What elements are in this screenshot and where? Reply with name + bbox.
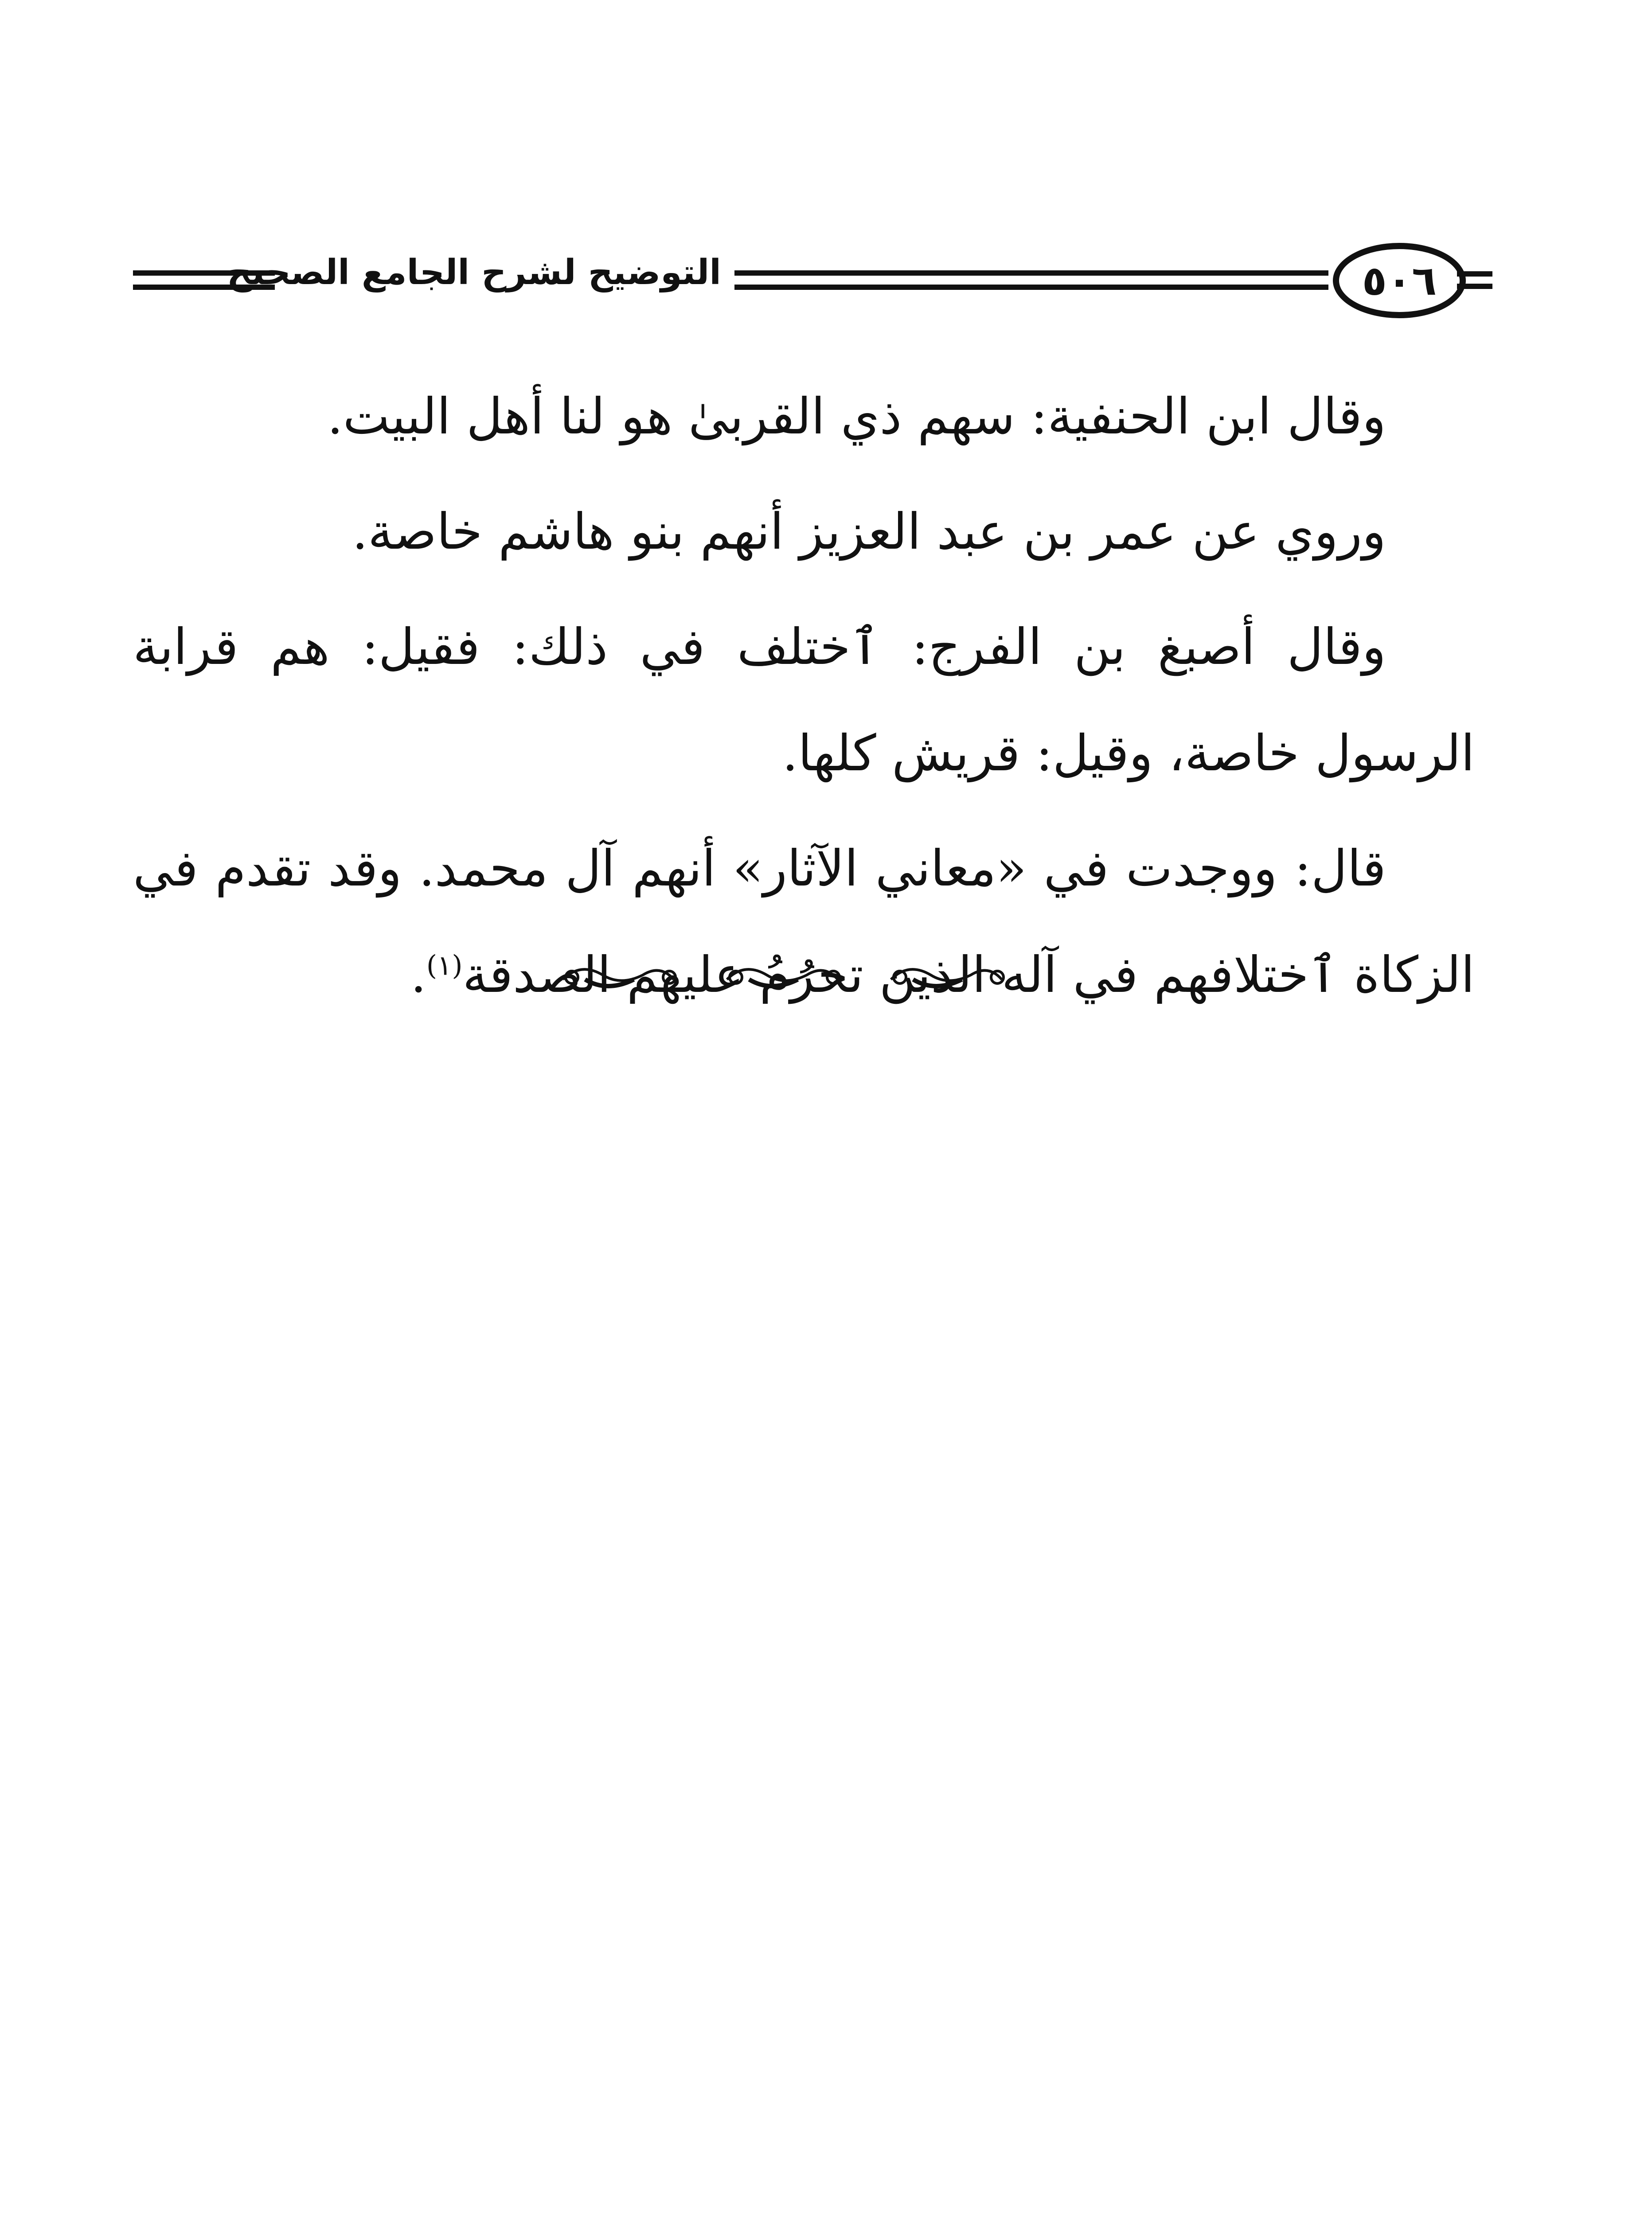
header-double-rule-right bbox=[734, 270, 1328, 290]
running-title: التوضيح لشرح الجامع الصحيح bbox=[227, 253, 721, 293]
main-text bbox=[133, 363, 1475, 1037]
paragraph: وروي عن عمر بن عبد العزيز أنهم بنو هاشم خاصة. bbox=[352, 503, 1386, 561]
paragraph: وقال ابن الحنفية: سهم ذي القربىٰ هو لنا أهل البيت. bbox=[327, 388, 1386, 445]
running-header bbox=[133, 239, 1492, 328]
paragraph-text: قال: ووجدت في «معاني الآثار» أنهم آل محمد. وقد تقدم في الزكاة ٱختلافهم في آله الذين تحرُمُ عليهم الصدقة bbox=[133, 840, 1475, 1004]
paragraph: وقال أصبغ بن الفرج: ٱختلف في ذلك: فقيل: هم قرابة الرسول خاصة، وقيل: قريش كلها. bbox=[133, 618, 1475, 782]
page-number-badge bbox=[1333, 243, 1466, 318]
footnote-reference: (١) bbox=[426, 949, 463, 982]
header-double-rule-left bbox=[133, 270, 275, 290]
final-period: . bbox=[410, 946, 426, 1004]
floral-divider-icon bbox=[554, 953, 1019, 1002]
page-number: ٥٠٦ bbox=[1362, 257, 1437, 304]
